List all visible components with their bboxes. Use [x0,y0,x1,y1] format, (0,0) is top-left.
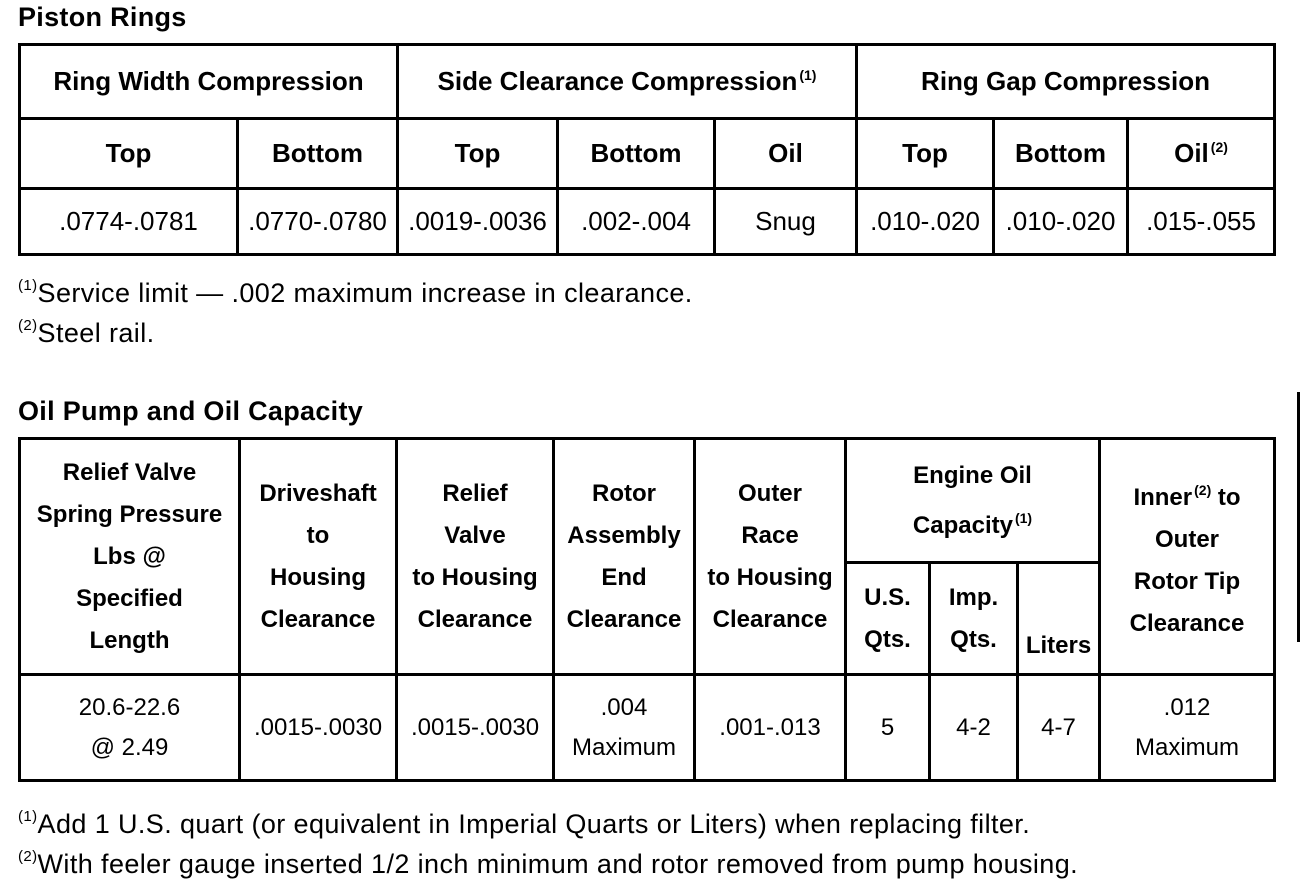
header-line: Assembly [567,521,681,549]
imp-qts-value: 4-2 [930,675,1018,781]
header-line: Clearance [712,605,828,633]
ring-width-compression-header: Ring Width Compression [20,45,398,119]
value-line: Maximum [1135,733,1240,761]
ring-gap-compression-header: Ring Gap Compression [857,45,1275,119]
side-clearance-compression-header: Side Clearance Compression $^{(1)}$ [398,45,857,119]
header-line: Rotor [592,479,656,507]
piston-sub-header-row [20,119,1275,189]
footnote-text: Steel rail. [37,318,155,348]
piston-group-header-row [20,45,1275,119]
driveshaft-clearance-value: .0015-.0030 [240,675,397,781]
header-line: Valve [444,521,506,549]
header-line: to Housing [412,563,538,591]
footnote [18,837,1078,877]
outer-race-clearance-value: .001-.013 [695,675,846,781]
page-edge-mark [1297,392,1300,642]
value-line: @ 2.49 [90,733,169,761]
ring-width-bottom-header: Bottom [238,119,398,189]
side-clearance-top-value: .0019-.0036 [398,189,558,255]
value-line: 20.6-22.6 [78,693,181,721]
rotor-assembly-end-clearance-header [554,439,695,675]
relief-valve-clearance-value: .0015-.0030 [397,675,554,781]
header-line: U.S. [864,583,911,611]
header-line: Relief [442,479,508,507]
header-line: Race [741,521,799,549]
value-line: Maximum [571,733,676,761]
footnote-ref: (1) [1014,509,1033,526]
value-line: .004 [600,693,648,721]
outer-race-clearance-header [695,439,846,675]
header-line: Clearance [260,605,376,633]
footnote-ref: (2) [1210,139,1228,155]
relief-valve-spring-pressure-header [20,439,240,675]
side-clearance-bottom-header: Bottom [558,119,715,189]
header-line: End [601,563,647,591]
footnote-ref: (2) [18,317,38,334]
table-row [20,189,1275,255]
liters-header: Liters [1018,563,1100,675]
header-line: Outer [1155,525,1220,553]
us-qts-value: 5 [846,675,930,781]
header-line: Lbs @ [93,542,166,570]
ring-width-top-header: Top [20,119,238,189]
relief-valve-spring-pressure-value [20,675,240,781]
header-line: to [306,521,330,549]
header-line: Engine Oil [913,461,1032,489]
side-clearance-oil-header: Oil [715,119,857,189]
piston-rings-title: Piston Rings [18,2,187,32]
footnote-ref: (1) [18,277,38,294]
footnote-ref: (2) [1194,481,1212,498]
rotor-assembly-end-clearance-value [554,675,695,781]
footnote-text: Service limit — .002 maximum increase in clearance. [37,278,693,308]
header-line: Length [89,626,170,654]
footnote [18,797,1078,837]
header-line: Outer [737,479,802,507]
relief-valve-clearance-header [397,439,554,675]
ring-width-bottom-value: .0770-.0780 [238,189,398,255]
piston-footnotes [18,266,693,346]
footnote-ref: (2) [18,848,38,865]
oil-pump-title: Oil Pump and Oil Capacity [18,396,364,426]
footnote-ref: (1) [799,67,817,83]
driveshaft-clearance-header [240,439,397,675]
header-line: Spring Pressure [36,500,223,528]
oil-pump-table [18,437,1276,782]
footnote [18,266,693,306]
side-clearance-top-header: Top [398,119,558,189]
oil-pump-footnotes [18,797,1078,877]
imp-qts-header [930,563,1018,675]
side-clearance-bottom-value: .002-.004 [558,189,715,255]
header-line: Rotor Tip [1133,567,1241,595]
header-line: Driveshaft [259,479,377,507]
liters-value: 4-7 [1018,675,1100,781]
piston-rings-table [18,43,1276,256]
inner-outer-rotor-tip-clearance-value [1100,675,1275,781]
header-line: Housing [270,563,366,591]
header-line: Relief Valve [62,458,197,486]
ring-gap-top-value: .010-.020 [857,189,994,255]
footnote-text: With feeler gauge inserted 1/2 inch minimum and rotor removed from pump housing. [37,849,1079,879]
header-line: Qts. [950,625,997,653]
side-clearance-oil-value: Snug [715,189,857,255]
ring-gap-top-header: Top [857,119,994,189]
header-line: Qts. [864,625,911,653]
footnote-ref: (1) [18,808,38,825]
us-qts-header [846,563,930,675]
inner-outer-rotor-tip-clearance-header [1100,439,1275,675]
engine-oil-capacity-header [846,439,1100,563]
table-row [20,675,1275,781]
ring-gap-oil-header: Oil $^{(2)}$ [1128,119,1275,189]
footnote-text: Add 1 U.S. quart (or equivalent in Imperial Quarts or Liters) when replacing filter. [37,809,1031,839]
header-line: Clearance [417,605,533,633]
header-line: Capacity $^{(1)}$ [912,509,1033,539]
header-line: Imp. [948,583,999,611]
oil-pump-header-row [20,439,1275,563]
header-line: Inner $^{(2)}$ to [1133,481,1241,511]
header-line: to Housing [707,563,833,591]
ring-gap-bottom-value: .010-.020 [994,189,1128,255]
header-line: Clearance [566,605,682,633]
ring-gap-bottom-header: Bottom [994,119,1128,189]
ring-gap-oil-value: .015-.055 [1128,189,1275,255]
header-line: Specified [76,584,183,612]
header-line: Clearance [1129,609,1245,637]
footnote [18,306,693,346]
ring-width-top-value: .0774-.0781 [20,189,238,255]
value-line: .012 [1163,693,1211,721]
